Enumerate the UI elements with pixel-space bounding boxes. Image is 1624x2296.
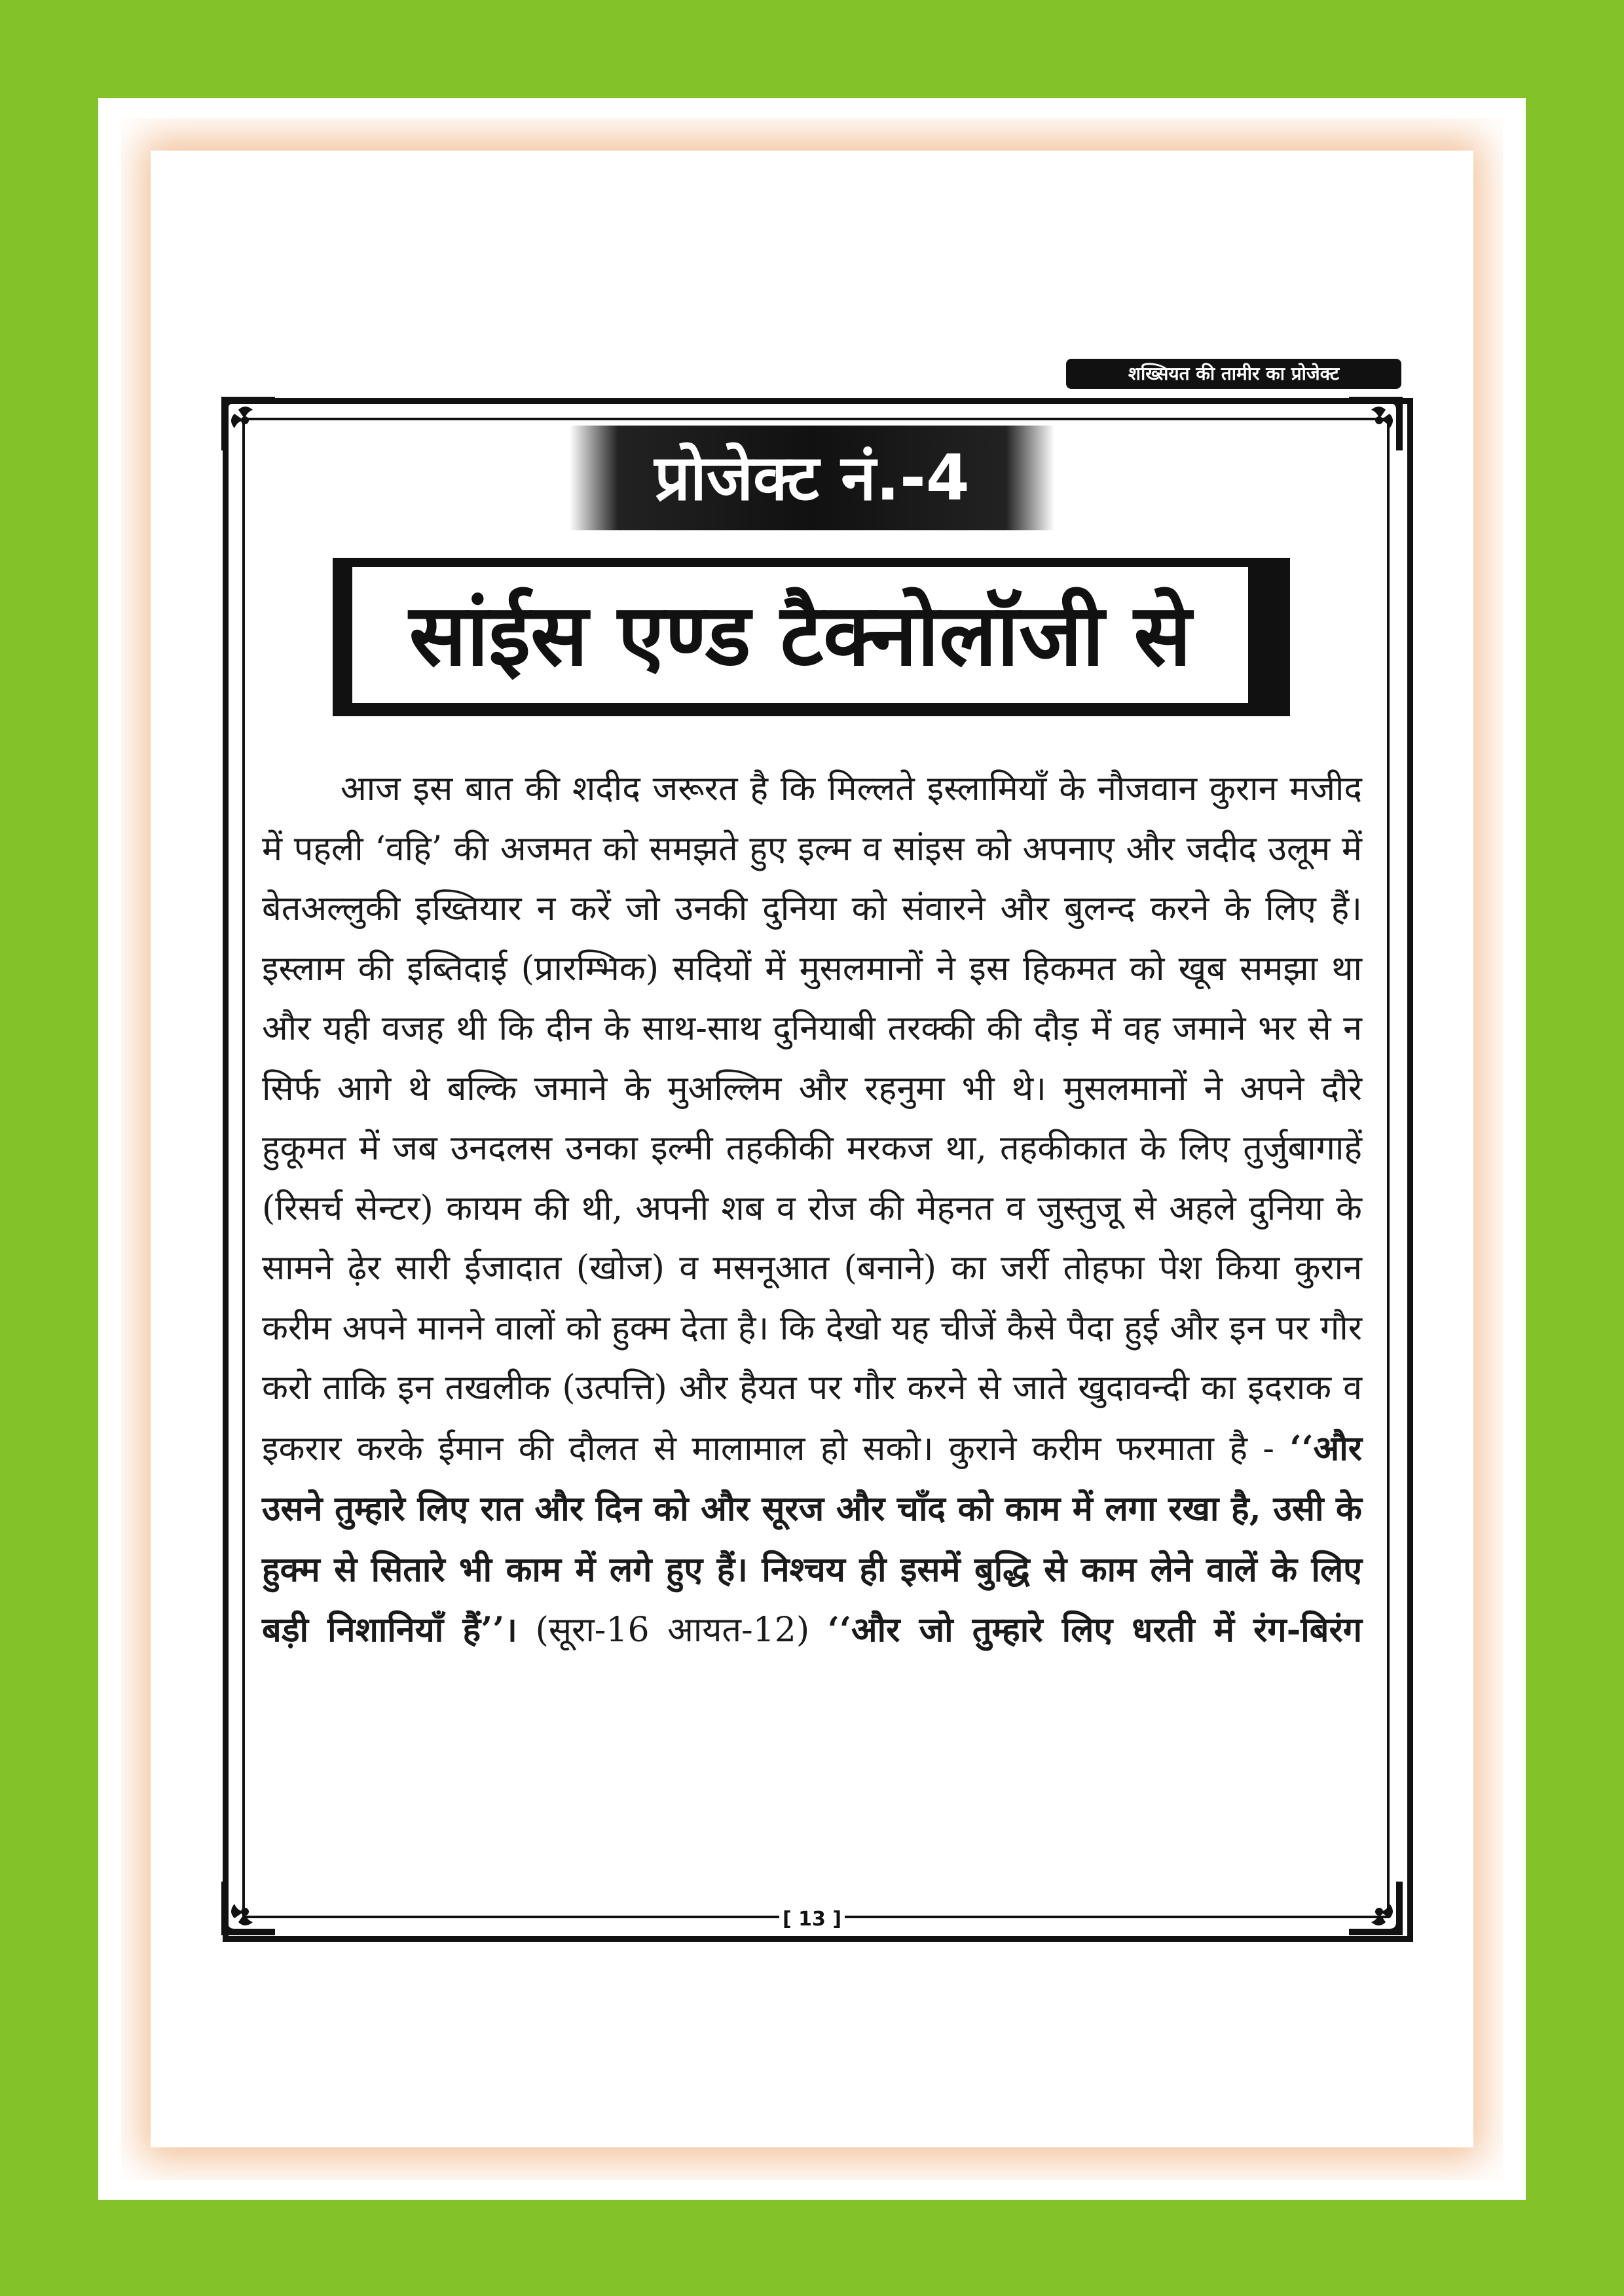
page-number: [ 13 ] [779,1905,845,1934]
quote-text: ‘‘और जो तुम्हारे लिए धरती में रंग-बिरंग [827,1610,1362,1650]
page-title: सांईस एण्ड टैक्नोलॉजी से [350,564,1251,706]
citation: (सूरा-16 आयत-12) [535,1611,810,1650]
running-head: शख्सियत की तामीर का प्रोजेक्ट [1066,359,1401,389]
body-paragraph [262,759,1362,1661]
quote-text: ‘‘और उसने तुम्हारे लिए रात और दिन को और सूरज और चाँद को काम में लगा रखा है, उसी के हुक्म से सितारे भी काम में लगे हुए हैं। निश्चय ही इसमें बुद्धि से काम लेने वालें के लिए बड़ी निशानियाँ हैं’’। [262,1428,1363,1650]
corner-ornament-icon [219,1879,278,1938]
corner-ornament-icon [219,394,278,453]
project-number-label: प्रोजेक्ट नं.-4 [570,426,1054,530]
body-text [262,759,1362,1661]
body-text-part: आज इस बात की शदीद जरूरत है कि मिल्लते इस्लामियाँ के नौजवान कुरान मजीद में पहली ‘वहि’ की अजमत को समझते हुए इल्म व सांइस को अपनाए और जदीद उलूम में बेतअल्लुकी इख्तियार न करें जो उनकी दुनिया को संवारने और बुलन्द करने के लिए हैं। इस्लाम की इब्तिदाई (प्रारम्भिक) सदियों में मुसलमानों ने इस हिकमत को खूब समझा था और यही वजह थी कि दीन के साथ-साथ दुनियाबी तरक्की की दौड़ में वह जमाने भर से न सिर्फ आगे थे बल्कि जमाने के मुअल्लिम और रहनुमा भी थे। मुसलमानों ने अपने दौरे हुकूमत में जब उनदलस उनका इल्मी तहकीकी मरकज था, तहकीकात के लिए तुर्जुबागाहें (रिसर्च सेन्टर) कायम की थी, अपनी शब व रोज की मेहनत व जुस्तुजू से अहले दुनिया के सामने ढ़ेर सारी ईजादात (खोज) व मसनूआत (बनाने) का जर्री तोहफा पेश किया कुरान करीम अपने मानने वालों को हुक्म देता है। कि देखो यह चीजें कैसे पैदा हुई और इन पर गौर करो ताकि इन तखलीक (उत्पत्ति) और हैयत पर गौर करने से जाते खुदावन्दी का इदराक व इकरार करके ईमान की दौलत से मालामाल हो सको। कुराने करीम फरमाता है - [262,769,1362,1468]
corner-ornament-icon [1346,394,1405,453]
corner-ornament-icon [1346,1879,1405,1938]
